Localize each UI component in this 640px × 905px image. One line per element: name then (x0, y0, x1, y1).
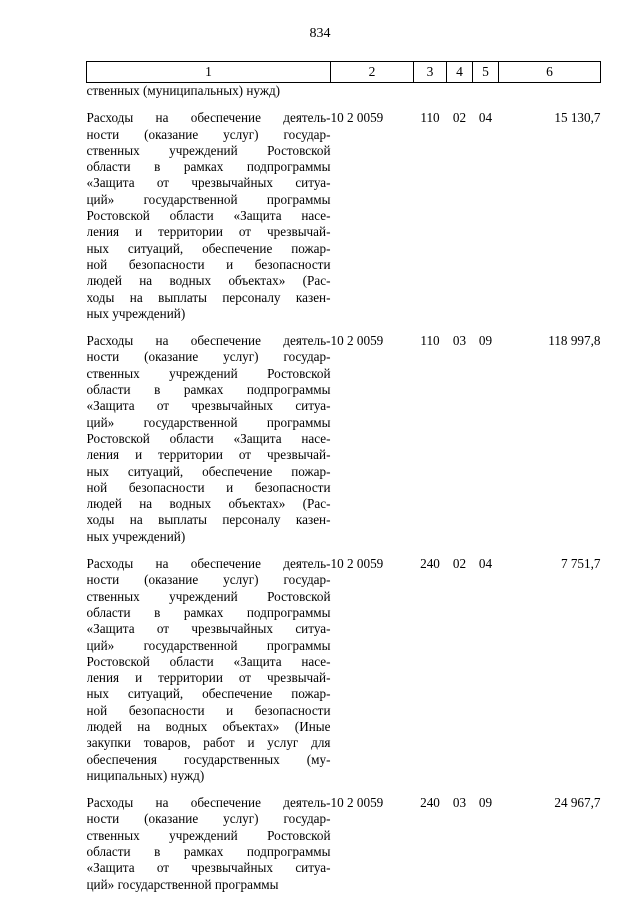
description-line: ных ситуаций, обеспечение пожар- (86, 240, 331, 256)
description-line: ной безопасности и безопасности (86, 256, 331, 272)
description-line: ций» государственной программы (86, 637, 331, 653)
description-line: ходы на выплаты персоналу казен- (86, 512, 331, 528)
budget-table (86, 61, 601, 893)
description-line: ления и территории от чрезвычай- (86, 224, 331, 240)
description-line: ления и территории от чрезвычай- (86, 670, 331, 686)
description-line: ходы на выплаты персоналу казен- (86, 289, 331, 305)
description-line: Расходы на обеспечение деятель- (86, 333, 331, 349)
target-article-code: 10 2 0059 (330, 333, 384, 349)
section-code: 03 (452, 795, 467, 811)
description-line: области в рамках подпрограммы (86, 844, 331, 860)
subsection-code: 09 (478, 333, 493, 349)
column-header-4: 4 (447, 62, 473, 83)
description-line: «Защита от чрезвычайных ситуа- (86, 621, 331, 637)
amount-value: 24 967,7 (554, 795, 601, 811)
description-line: ственных учреждений Ростовской (86, 142, 331, 158)
table-row (87, 99, 601, 322)
target-article-code: 10 2 0059 (330, 556, 384, 572)
subsection-code: 09 (478, 795, 493, 811)
description-line: ной безопасности и безопасности (86, 479, 331, 495)
column-header-2: 2 (331, 62, 414, 83)
description-line: «Защита от чрезвычайных ситуа- (86, 860, 331, 876)
subsection-code: 04 (478, 110, 493, 126)
description-line: ных ситуаций, обеспечение пожар- (86, 686, 331, 702)
description-line: обеспечения государственных (му- (86, 751, 331, 767)
expense-description (87, 545, 331, 784)
description-line: людей на водных объектах» (Рас- (86, 273, 331, 289)
expense-type-code: 110 (420, 110, 440, 126)
column-header-5: 5 (473, 62, 499, 83)
description-line: ных учреждений) (86, 528, 186, 544)
section-code: 03 (452, 333, 467, 349)
description-line: ниципальных) нужд) (86, 767, 205, 783)
expense-type-code: 240 (420, 556, 440, 572)
description-line: ной безопасности и безопасности (86, 702, 331, 718)
continuation-row (87, 83, 601, 100)
table-row (87, 545, 601, 784)
column-header-6: 6 (499, 62, 601, 83)
description-line: Ростовской области «Защита насе- (86, 430, 331, 446)
expense-type-code: 110 (420, 333, 440, 349)
description-line: закупки товаров, работ и услуг для (86, 735, 331, 751)
section-code: 02 (452, 556, 467, 572)
expense-type-code: 240 (420, 795, 440, 811)
subsection-code: 04 (478, 556, 493, 572)
description-line: ности (оказание услуг) государ- (86, 811, 331, 827)
table-header-row (87, 62, 601, 83)
table-row (87, 784, 601, 893)
description-line: ления и территории от чрезвычай- (86, 447, 331, 463)
description-line: области в рамках подпрограммы (86, 159, 331, 175)
column-header-3: 3 (414, 62, 447, 83)
description-line: ности (оказание услуг) государ- (86, 349, 331, 365)
description-line: области в рамках подпрограммы (86, 382, 331, 398)
column-header-1: 1 (87, 62, 331, 83)
table-row (87, 322, 601, 545)
description-line: ций» государственной программы (86, 414, 331, 430)
expense-description (87, 322, 331, 545)
amount-value: 15 130,7 (554, 110, 601, 126)
description-line: Расходы на обеспечение деятель- (86, 110, 331, 126)
description-line: ности (оказание услуг) государ- (86, 126, 331, 142)
description-line: Ростовской области «Защита насе- (86, 653, 331, 669)
description-line: Ростовской области «Защита насе- (86, 208, 331, 224)
description-line: людей на водных объектах» (Рас- (86, 496, 331, 512)
description-line: области в рамках подпрограммы (86, 604, 331, 620)
target-article-code: 10 2 0059 (330, 110, 384, 126)
description-line: «Защита от чрезвычайных ситуа- (86, 175, 331, 191)
description-line: людей на водных объектах» (Иные (86, 718, 331, 734)
expense-description (87, 784, 331, 893)
description-line: ций» государственной программы (86, 191, 331, 207)
continuation-text (87, 83, 331, 100)
description-line: ций» государственной программы (86, 876, 279, 892)
description-line: ных учреждений) (86, 305, 186, 321)
description-line: ственных учреждений Ростовской (86, 588, 331, 604)
description-line: Расходы на обеспечение деятель- (86, 795, 331, 811)
target-article-code: 10 2 0059 (330, 795, 384, 811)
description-line: Расходы на обеспечение деятель- (86, 556, 331, 572)
section-code: 02 (452, 110, 467, 126)
description-line: ственных учреждений Ростовской (86, 827, 331, 843)
amount-value: 7 751,7 (560, 556, 601, 572)
amount-value: 118 997,8 (548, 333, 601, 349)
page-number: 834 (309, 26, 331, 41)
description-line: ности (оказание услуг) государ- (86, 572, 331, 588)
description-line: ных ситуаций, обеспечение пожар- (86, 463, 331, 479)
description-line: ственных учреждений Ростовской (86, 365, 331, 381)
description-line: ственных (муниципальных) нужд) (86, 83, 281, 98)
expense-description (87, 99, 331, 322)
description-line: «Защита от чрезвычайных ситуа- (86, 398, 331, 414)
